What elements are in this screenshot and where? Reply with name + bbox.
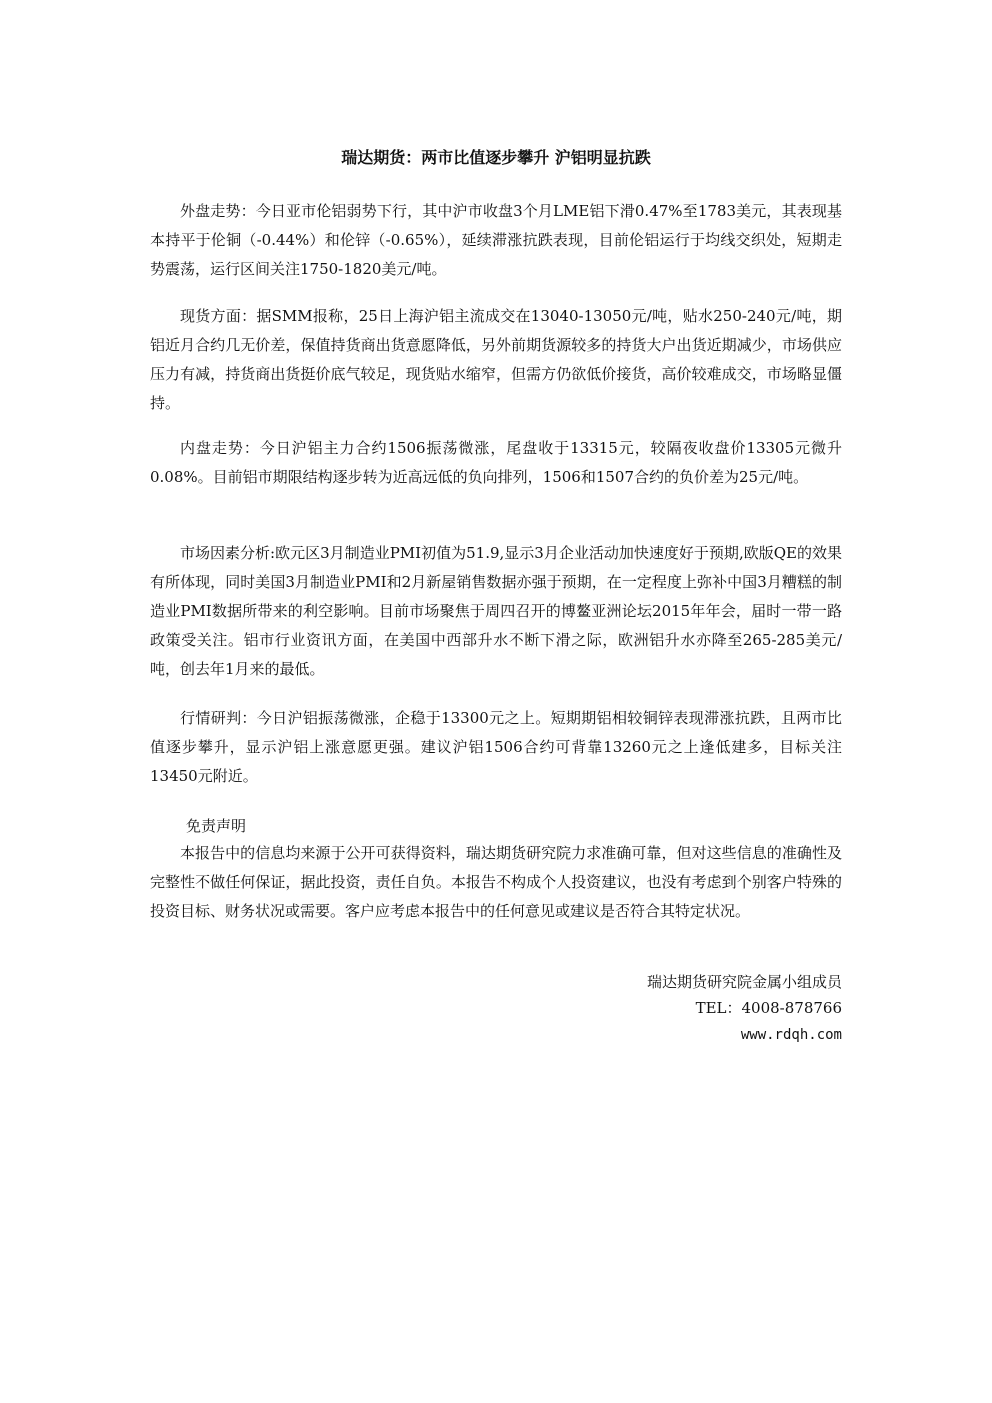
signature-website: www.rdqh.com xyxy=(740,1027,842,1043)
disclaimer-heading: 免责声明 xyxy=(186,817,247,835)
disclaimer-body: 本报告中的信息均来源于公开可获得资料，瑞达期货研究院力求准确可靠，但对这些信息的准确性及完整性不做任何保证，据此投资，责任自负。本报告不构成个人投资建议，也没有考虑到个别客户特殊的投资目标、财务状况或需要。客户应考虑本报告中的任何意见或建议是否符合其特定状况。 xyxy=(150,844,842,920)
paragraph-external-market: 外盘走势：今日亚市伦铝弱势下行，其中沪市收盘3个月LME铝下滑0.47%至1783美元，其表现基本持平于伦铜（-0.44%）和伦锌（-0.65%），延续滞涨抗跌表现，目前伦铝运行于均线交织处，短期走势震荡，运行区间关注1750-1820美元/吨。 xyxy=(150,202,842,278)
signature-team: 瑞达期货研究院金属小组成员 xyxy=(646,973,842,991)
paragraph-outlook: 行情研判：今日沪铝振荡微涨，企稳于13300元之上。短期期铝相较铜锌表现滞涨抗跌，且两市比值逐步攀升，显示沪铝上涨意愿更强。建议沪铝1506合约可背靠13260元之上逢低建多，目标关注13450元附近。 xyxy=(150,709,842,785)
paragraph-domestic-market: 内盘走势：今日沪铝主力合约1506振荡微涨，尾盘收于13315元，较隔夜收盘价13305元微升0.08%。目前铝市期限结构逐步转为近高远低的负向排列，1506和1507合约的负价差为25元/吨。 xyxy=(150,439,842,486)
document-title: 瑞达期货：两市比值逐步攀升 沪铝明显抗跌 xyxy=(341,148,651,167)
paragraph-market-factors: 市场因素分析:欧元区3月制造业PMI初值为51.9,显示3月企业活动加快速度好于预期,欧版QE的效果有所体现，同时美国3月制造业PMI和2月新屋销售数据亦强于预期，在一定程度上弥补中国3月糟糕的制造业PMI数据所带来的利空影响。目前市场聚焦于周四召开的博鳌亚洲论坛2015年年会，届时一带一路政策受关注。铝市行业资讯方面，在美国中西部升水不断下滑之际，欧洲铝升水亦降至265-285美元/吨，创去年1月来的最低。 xyxy=(150,544,842,678)
signature-tel: TEL：4008-878766 xyxy=(695,999,842,1017)
paragraph-spot-market: 现货方面：据SMM报称，25日上海沪铝主流成交在13040-13050元/吨，贴水250-240元/吨，期铝近月合约几无价差，保值持货商出货意愿降低，另外前期货源较多的持货大户出货近期减少，市场供应压力有减，持货商出货挺价底气较足，现货贴水缩窄，但需方仍欲低价接货，高价较难成交，市场略显僵持。 xyxy=(150,307,842,412)
